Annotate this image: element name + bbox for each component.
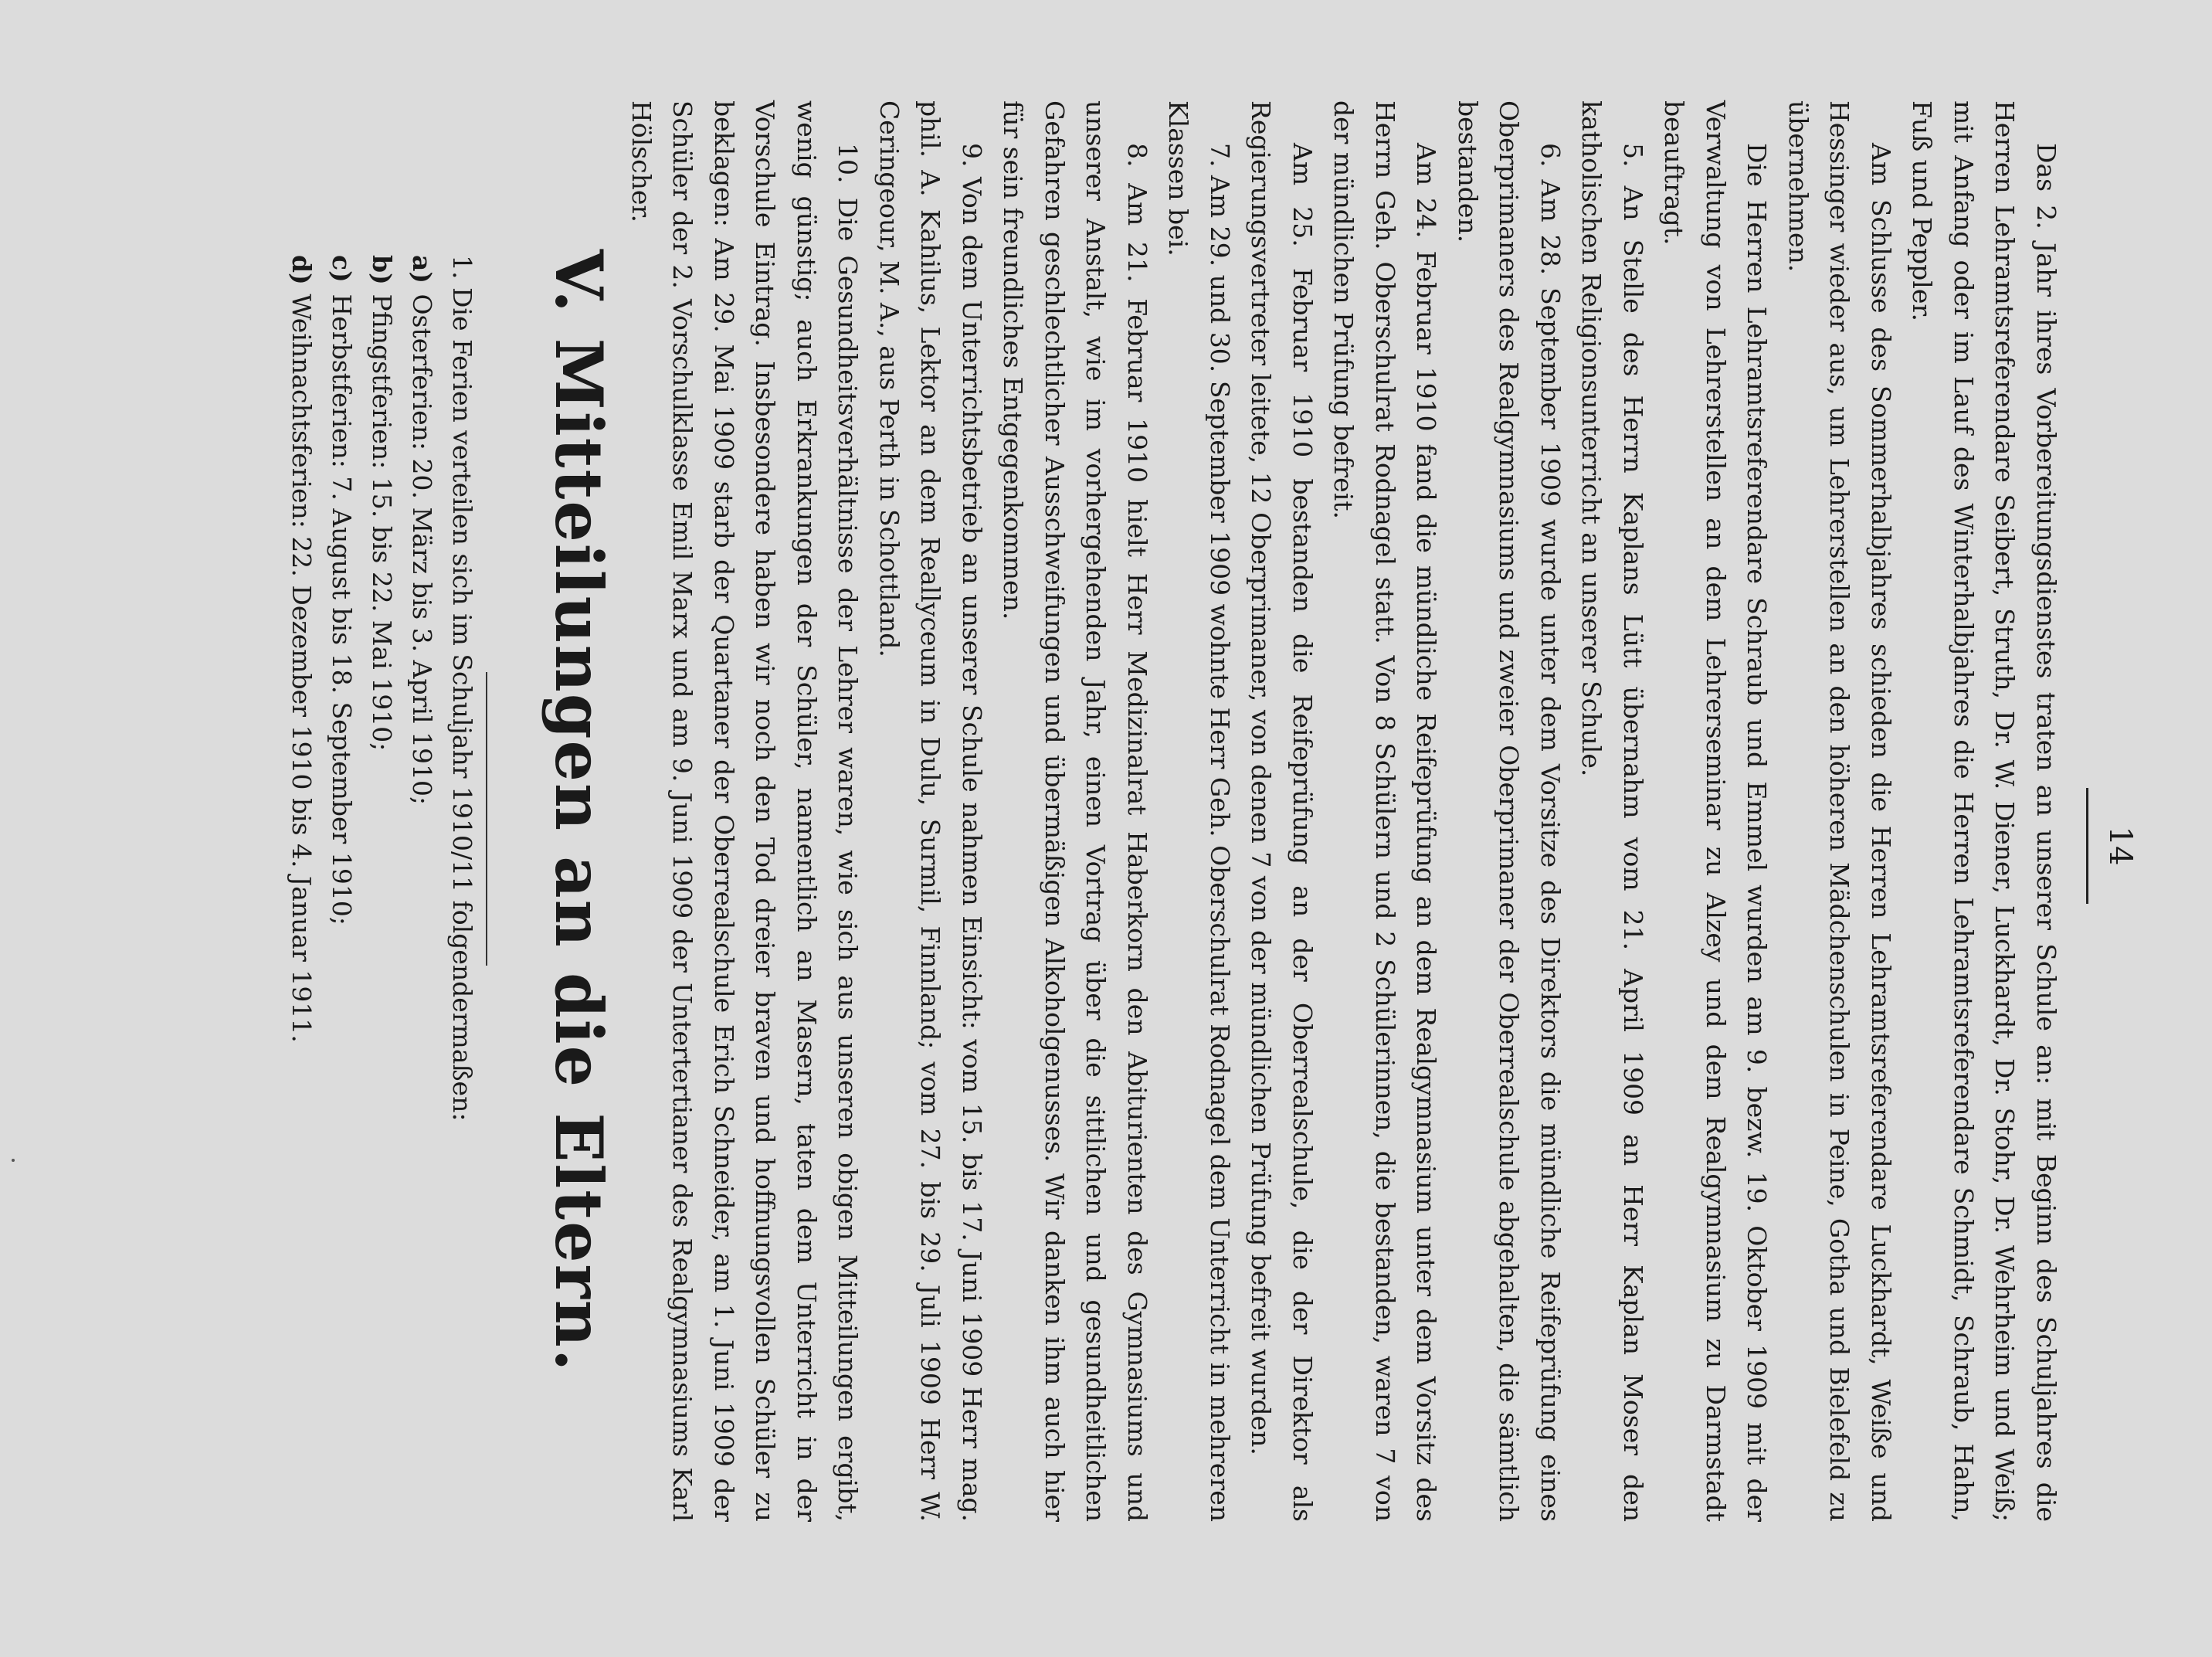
list-item [402, 255, 442, 1568]
vacation-text: Weihnachtsferien: 22. Dezember 1910 bis 4. Januar 1911. [287, 294, 317, 1043]
paragraph-departures: Am Schlusse des Sommerhalbjahres schieden die Herren Lehramtsreferendare Luckhardt, Weiße und Hessinger wieder aus, um Lehrerstellen an den höheren Mädchenschulen in Peine, Gotha und Bielefeld zu übernehmen. [1783, 100, 1896, 1522]
header-rule [2086, 788, 2088, 904]
vacation-schedule [281, 255, 482, 1568]
paragraph-lecture: 8. Am 21. Februar 1910 hielt Herr Medizinalrat Haberkorn den Abiturienten des Gymnasiums und unserer Anstalt, wie im vorhergehenden Jahr, einen Vortrag über die sittlichen und gesundheitlichen Gefahren geschlechtlicher Ausschweifungen und übermäßigen Alkoholgenusses. Wir danken ihm auch hier für sein freundliches Entgegenkommen. [998, 100, 1152, 1522]
paragraph-health: 10. Die Gesundheitsverhältnisse der Lehrer waren, wie sich aus unseren obigen Mitteilungen ergibt, wenig günstig; auch Erkrankungen der Schüler, namentlich an Masern, taten dem Unterricht in der Vorschule Eintrag. Insbesondere haben wir noch den Tod dreier braven und hoffnungsvollen Schüler zu beklagen: Am 29. Mai 1909 starb der Quartaner der Oberrealschule Erich Schneider, am 1. Juni 1909 der Schüler der 2. Vorschulklasse Emil Marx und am 9. Juni 1909 der Untertertianer des Realgymnasiums Karl Hölscher. [626, 100, 863, 1522]
body-text [621, 100, 2068, 1522]
vacation-text: Osterferien: 20. März bis 3. April 1910; [407, 294, 437, 806]
vacation-label: c) [327, 255, 357, 283]
list-item [361, 255, 402, 1568]
paragraph-visitors: 9. Von dem Unterrichtsbetrieb an unserer Schule nahmen Einsicht: vom 15. bis 17. Juni 1909 Herr mag. phil. A. Kahilus, Lektor an dem Reallyceum in Dulu, Surmil, Finnland; vom 27. bis 29. Juli 1909 Herr W. Ceringeour, M. A., aus Perth in Schottland. [874, 100, 987, 1522]
vacation-label: a) [407, 255, 437, 284]
vacation-text: Pfingstferien: 15. bis 22. Mai 1910; [367, 294, 397, 752]
paragraph-assignments: Die Herren Lehramtsreferendare Schraub und Emmel wurden am 9. bezw. 19. Oktober 1909 mit der Verwaltung von Lehrerstellen an dem Lehrerseminar zu Alzey und dem Realgymnasium zu Darmstadt beauftragt. [1659, 100, 1773, 1522]
page-number: 14 [2102, 826, 2138, 866]
list-item [281, 255, 321, 1568]
paragraph-exam-september: 6. Am 28. September 1909 wurde unter dem Vorsitze des Direktors die mündliche Reifeprüfung eines Oberprimaners des Realgymnasiums und zweier Oberprimaner der Oberrealschule abgehalten, die sämtlich bestanden. [1453, 100, 1566, 1522]
print-speck [12, 1159, 15, 1162]
vacation-text: Herbstferien: 7. August bis 18. September 1910; [327, 294, 357, 925]
section-heading: V. Mitteilungen an die Eltern. [541, 249, 617, 1373]
paragraph-inspection: 7. Am 29. und 30. September 1909 wohnte Herr Geh. Oberschulrat Rodnagel dem Unterricht in mehreren Klassen bei. [1163, 100, 1235, 1522]
section-rule [486, 672, 487, 966]
paragraph-exam-february-25: Am 25. Februar 1910 bestanden die Reifeprüfung an der Oberrealschule, die der Direktor als Regierungsvertreter leitete, 12 Oberprimaner, von denen 7 von der mündlichen Prüfung befreit wurden. [1246, 100, 1318, 1522]
paragraph-religion-teacher: 5. An Stelle des Herrn Kaplans Lütt übernahm vom 21. April 1909 an Herr Kaplan Moser den katholischen Religionsunterricht an unserer Schule. [1576, 100, 1648, 1522]
vacation-label: d) [287, 255, 317, 285]
paragraph-preparation-service: Das 2. Jahr ihres Vorbereitungsdienstes traten an unserer Schule an: mit Beginn des Schuljahres die Herren Lehramtsreferendare Seibert, Struth, Dr. W. Diener, Luckhardt, Dr. Stohr, Dr. Wehrheim und Weiß; mit Anfang oder im Lauf des Winterhalbjahres die Herren Lehramtsreferendare Schmidt, Schraub, Hahn, Fuß und Peppler. [1907, 100, 2061, 1522]
vacation-intro: 1. Die Ferien verteilen sich im Schuljahr 1910/11 folgendermaßen: [447, 255, 477, 1122]
list-item [321, 255, 361, 1568]
vacation-list [281, 255, 442, 1568]
vacation-label: b) [367, 255, 397, 285]
paragraph-exam-february-24: Am 24. Februar 1910 fand die mündliche Reifeprüfung an dem Realgymnasium unter dem Vorsitz des Herrn Geh. Oberschulrat Rodnagel statt. Von 8 Schülern und 2 Schülerinnen, die bestanden, waren 7 von der mündlichen Prüfung befreit. [1328, 100, 1442, 1522]
